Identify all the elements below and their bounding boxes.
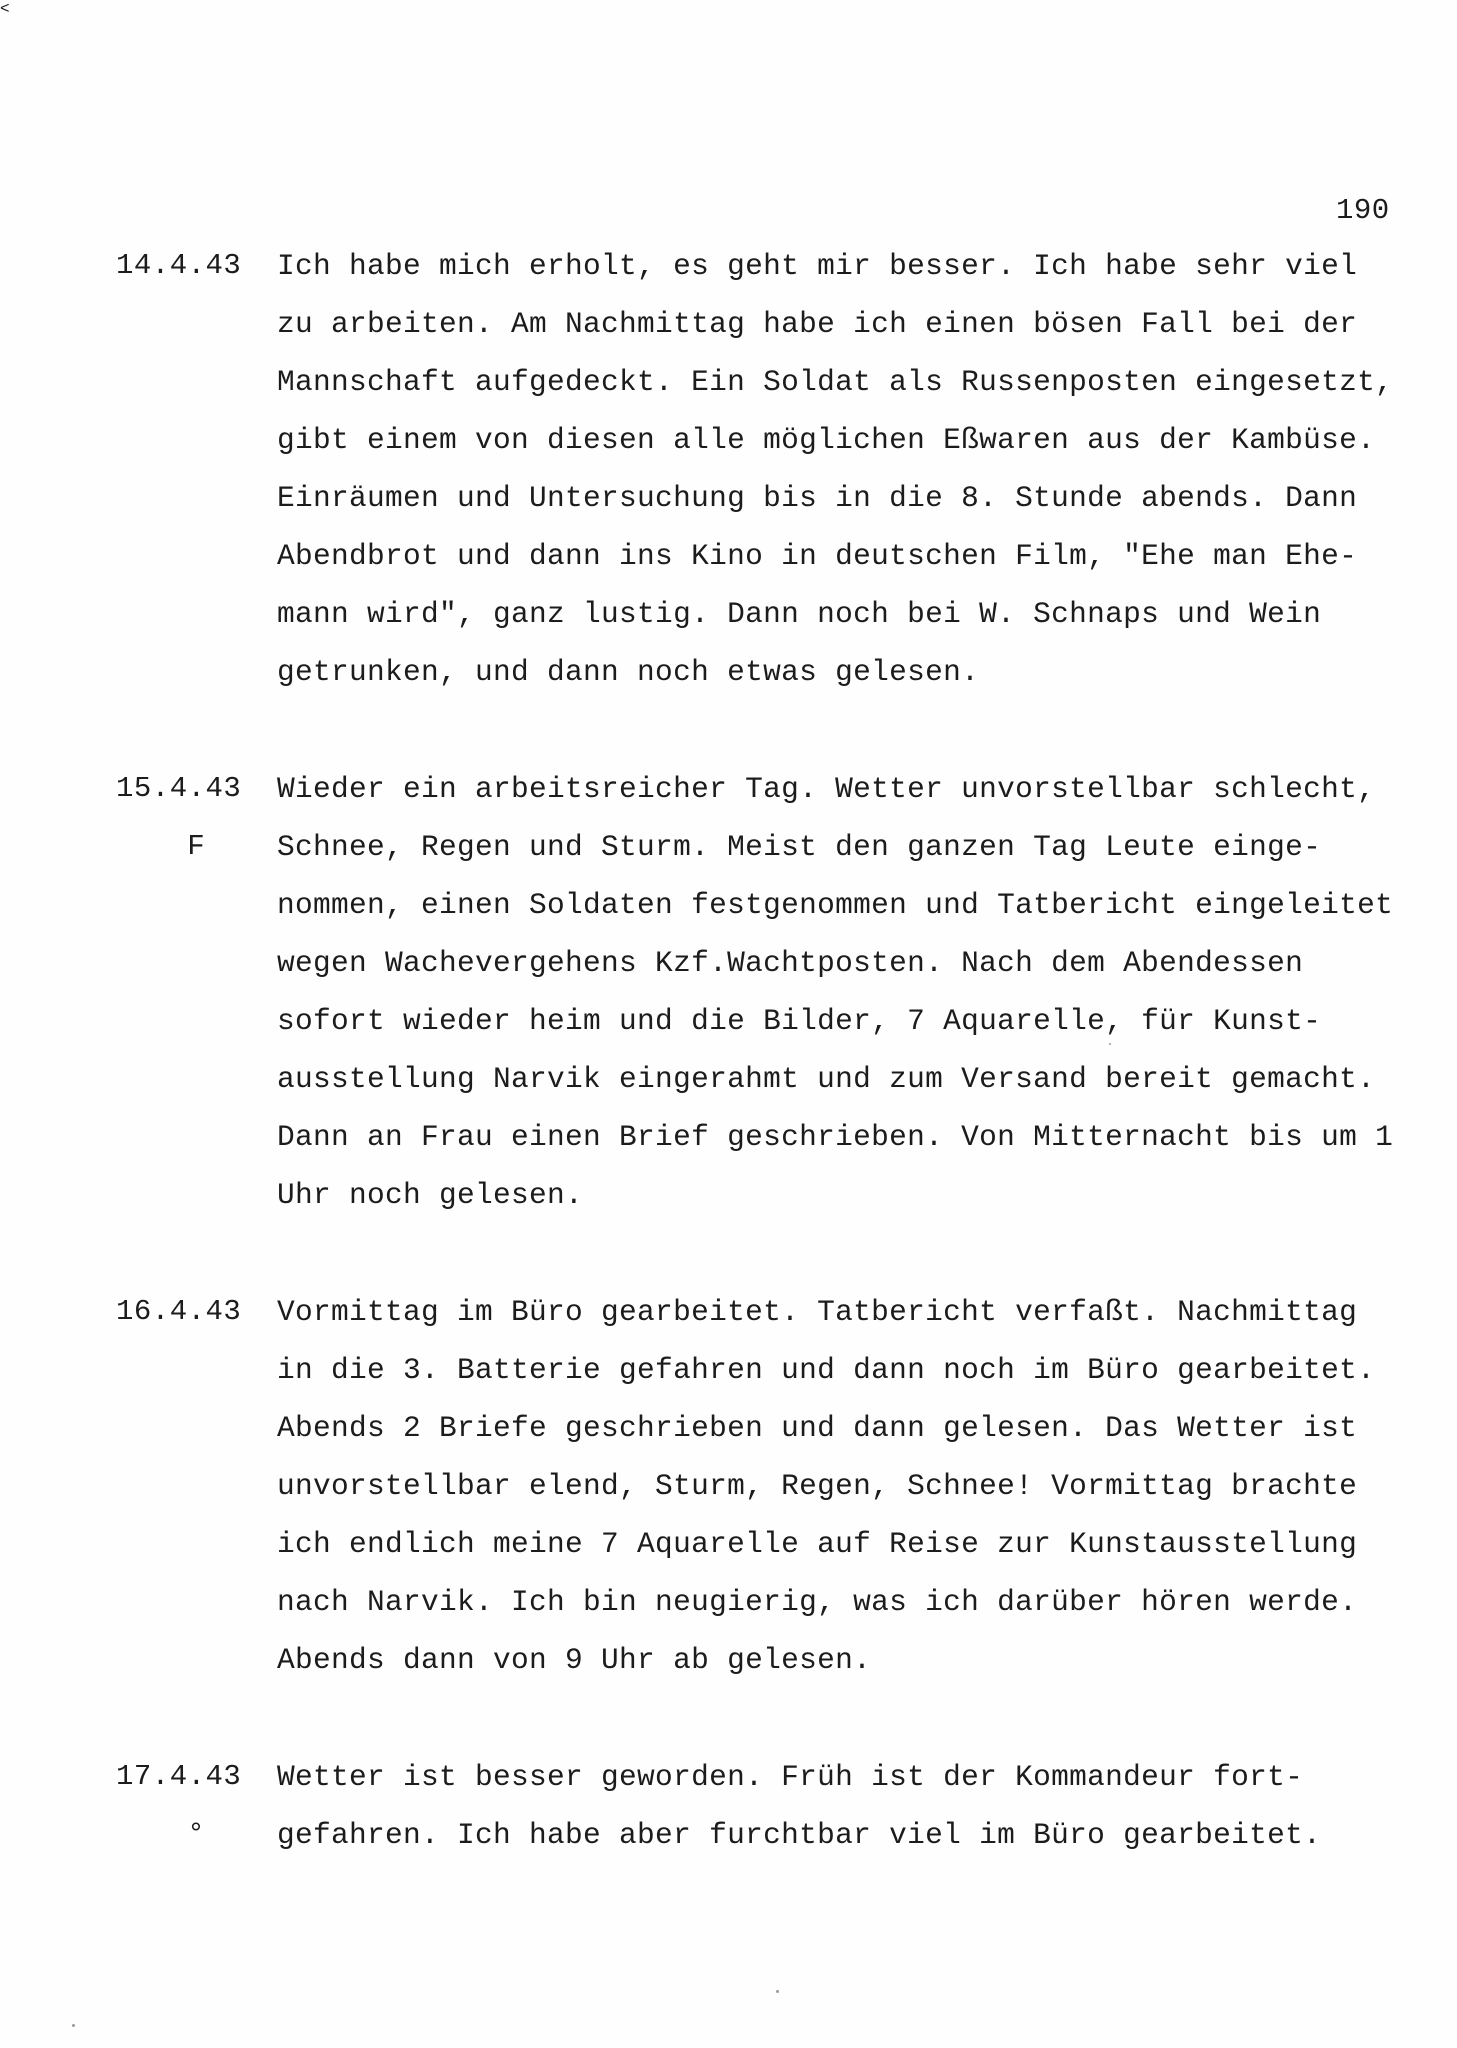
text-line: unvorstellbar elend, Sturm, Regen, Schnee! Vormittag brachte xyxy=(277,1469,1358,1503)
entry-mark: F xyxy=(187,830,205,863)
text-line: nommen, einen Soldaten festgenommen und Tatbericht eingeleitet xyxy=(277,888,1394,922)
text-line: wegen Wachevergehens Kzf.Wachtposten. Nach dem Abendessen xyxy=(277,946,1304,980)
text-line: getrunken, und dann noch etwas gelesen. xyxy=(277,655,980,689)
entry-text xyxy=(277,1283,1387,1689)
text-line: ich endlich meine 7 Aquarelle auf Reise zur Kunstausstellung xyxy=(277,1527,1358,1561)
entry-date: 15.4.43 xyxy=(116,772,242,805)
text-line: Abendbrot und dann ins Kino in deutschen Film, "Ehe man Ehe- xyxy=(277,539,1358,573)
text-line: gibt einem von diesen alle möglichen Eßwaren aus der Kambüse. xyxy=(277,423,1376,457)
scan-speck xyxy=(1109,1043,1111,1045)
text-line: Uhr noch gelesen. xyxy=(277,1178,584,1212)
text-line: Abends 2 Briefe geschrieben und dann gelesen. Das Wetter ist xyxy=(277,1411,1358,1445)
text-line: Wieder ein arbeitsreicher Tag. Wetter unvorstellbar schlecht, xyxy=(277,772,1376,806)
entry-mark: ° xyxy=(187,1818,205,1851)
text-line: in die 3. Batterie gefahren und dann noch im Büro gearbeitet. xyxy=(277,1353,1376,1387)
entry-date: 17.4.43 xyxy=(116,1760,242,1793)
entry-text xyxy=(277,760,1394,1224)
entry-text xyxy=(277,1748,1387,1864)
page-number: 190 xyxy=(1336,194,1390,227)
text-line: Ich habe mich erholt, es geht mir besser. Ich habe sehr viel xyxy=(277,249,1358,283)
text-line: mann wird", ganz lustig. Dann noch bei W. Schnaps und Wein xyxy=(277,597,1322,631)
text-line: Mannschaft aufgedeckt. Ein Soldat als Russenposten eingesetzt, xyxy=(277,365,1394,399)
text-line: Schnee, Regen und Sturm. Meist den ganzen Tag Leute einge- xyxy=(277,830,1322,864)
text-line: Wetter ist besser geworden. Früh ist der Kommandeur fort- xyxy=(277,1760,1304,1794)
text-line: zu arbeiten. Am Nachmittag habe ich einen bösen Fall bei der xyxy=(277,307,1358,341)
entry-date: 16.4.43 xyxy=(116,1295,242,1328)
text-line: Abends dann von 9 Uhr ab gelesen. xyxy=(277,1643,872,1677)
text-line: ausstellung Narvik eingerahmt und zum Versand bereit gemacht. xyxy=(277,1062,1376,1096)
text-line: Dann an Frau einen Brief geschrieben. Von Mitternacht bis um 1 xyxy=(277,1120,1394,1154)
entry-date: 14.4.43 xyxy=(116,249,242,282)
scan-speck xyxy=(776,1990,779,1993)
text-line: gefahren. Ich habe aber furchtbar viel im Büro gearbeitet. xyxy=(277,1818,1322,1852)
text-line: Einräumen und Untersuchung bis in die 8. Stunde abends. Dann xyxy=(277,481,1358,515)
text-line: nach Narvik. Ich bin neugierig, was ich darüber hören werde. xyxy=(277,1585,1358,1619)
document-page: 190 14.4.43 Ich habe mich erholt, es geht mir besser. Ich habe sehr viel zu arbeiten. Am Nachmittag habe ich einen bösen Fall bei der Mannschaft aufgedeckt. Ein Soldat als Russenposten eingesetzt, gibt einem von diesen alle möglichen Eßwaren aus der Kambüse. Einräumen und Untersuchung bis in die 8. Stunde abends. Dann Abendbrot und dann ins Kino in deutschen Film, "Ehe man Ehe- mann wird", ganz lustig. Dann noch bei W. Schnaps und Wein getrunken, und dann noch etwas gelesen. 15.4.43 F Wieder ein arbeitsreicher Tag. Wetter unvorstellbar schlecht, Schnee, Regen und Sturm. Meist den ganzen Tag Leute einge- nommen, einen Soldaten festgenommen und Tatbericht eingeleitet wegen Wachevergehens Kzf.Wachtposten. Nach dem Abendessen sofort wieder heim und die Bilder, 7 Aquarelle, für Kunst- ausstellung Narvik eingerahmt und zum Versand bereit gemacht. Dann an Frau einen Brief geschrieben. Von Mitternacht bis um 1 Uhr noch gelesen. 16.4.43 Vormittag im Büro gearbeitet. Tatbericht verfaßt. Nachmittag in die 3. Batterie gefahren und dann noch im Büro gearbeitet. Abends 2 Briefe geschrieben und dann gelesen. Das Wetter ist unvorstellbar elend, Sturm, Regen, Schnee! Vormittag brachte ich endlich meine 7 Aquarelle auf Reise zur Kunstausstellung nach Narvik. Ich bin neugierig, was ich darüber hören werde. Abends dann von 9 Uhr ab gelesen. < 17.4.43 ° Wetter ist besser geworden. Früh ist der Kommandeur fort- gefahren. Ich habe aber furchtbar viel im Büro gearbeitet. xyxy=(0,0,1457,2048)
text-line: Vormittag im Büro gearbeitet. Tatbericht verfaßt. Nachmittag xyxy=(277,1295,1358,1329)
text-line: sofort wieder heim und die Bilder, 7 Aquarelle, für Kunst- xyxy=(277,1004,1322,1038)
entry-text xyxy=(277,237,1394,701)
scan-speck xyxy=(72,2024,75,2027)
